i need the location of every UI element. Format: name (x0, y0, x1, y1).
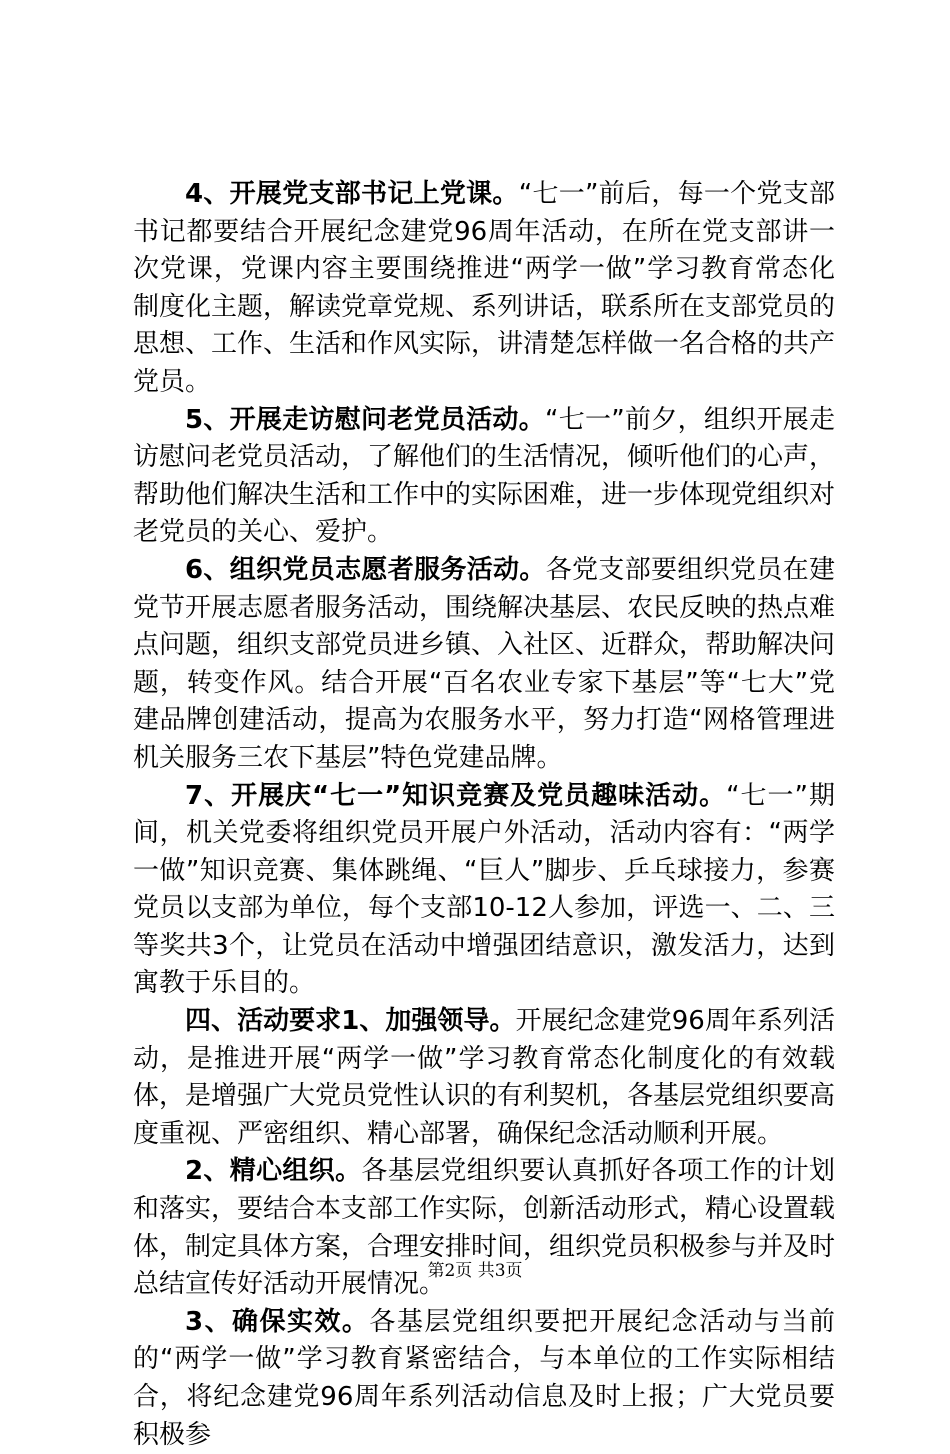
paragraph-text: “七一”前后，每一个党支部书记都要结合开展纪念建党96周年活动，在所在党支部讲一次党课，党课内容主要围绕推进“两学一做”学习教育常态化制度化主题，解读党章党规、系列讲话，联系所在支部党员的思想、工作、生活和作风实际，讲清楚怎样做一名合格的共产党员。 (133, 179, 836, 397)
paragraph-4 (133, 176, 835, 402)
paragraph-5 (133, 402, 835, 552)
paragraph-heading: 四、活动要求1、加强领导。 (185, 1006, 516, 1037)
page-footer: 第2页 共3页 (427, 1261, 523, 1281)
paragraph-text: “七一”期间，机关党委将组织党员开展户外活动，活动内容有：“两学一做”知识竞赛、集体跳绳、“巨人”脚步、乒乓球接力，参赛党员以支部为单位，每个支部10-12人参加，评选一、二、三等奖共3个，让党员在活动中增强团结意识，激发活力，达到寓教于乐目的。 (133, 780, 835, 999)
paragraph-heading: 4、开展党支部书记上党课。 (185, 179, 519, 209)
paragraph-requirements-2 (133, 1153, 835, 1303)
paragraph-requirements-3 (133, 1304, 835, 1454)
paragraph-text: 各基层党组织要把开展纪念活动与当前的“两学一做”学习教育紧密结合，与本单位的工作实际相结合，将纪念建党96周年系列活动信息及时上报；广大党员要积极参 (133, 1306, 835, 1450)
paragraph-heading: 5、开展走访慰问老党员活动。 (185, 404, 545, 435)
paragraph-heading: 6、组织党员志愿者服务活动。 (185, 554, 546, 585)
paragraph-7 (133, 778, 835, 1004)
paragraph-text: 各基层党组织要认真抓好各项工作的计划和落实，要结合本支部工作实际，创新活动形式，精心设置载体，制定具体方案，合理安排时间，组织党员积极参与并及时总结宣传好活动开展情况。 (133, 1156, 836, 1300)
paragraph-heading: 7、开展庆“七一”知识竞赛及党员趣味活动。 (185, 780, 727, 811)
paragraph-requirements-1 (133, 1003, 835, 1153)
paragraph-text: “七一”前夕，组织开展走访慰问老党员活动，了解他们的生活情况，倾听他们的心声，帮助他们解决生活和工作中的实际困难，进一步体现党组织对老党员的关心、爱护。 (133, 404, 836, 548)
paragraph-heading: 3、确保实效。 (185, 1306, 370, 1337)
paragraph-text: 各党支部要组织党员在建党节开展志愿者服务活动，围绕解决基层、农民反映的热点难点问题，组织支部党员进乡镇、入社区、近群众，帮助解决问题，转变作风。结合开展“百名农业专家下基层”等“七大”党建品牌创建活动，提高为农服务水平，努力打造“网格管理进机关服务三农下基层”特色党建品牌。 (133, 554, 836, 773)
paragraph-heading: 2、精心组织。 (185, 1156, 362, 1187)
paragraph-text: 开展纪念建党96周年系列活动，是推进开展“两学一做”学习教育常态化制度化的有效载体，是增强广大党员党性认识的有利契机，各基层党组织要高度重视、严密组织、精心部署，确保纪念活动顺利开展。 (133, 1006, 836, 1149)
paragraph-6 (133, 552, 835, 778)
